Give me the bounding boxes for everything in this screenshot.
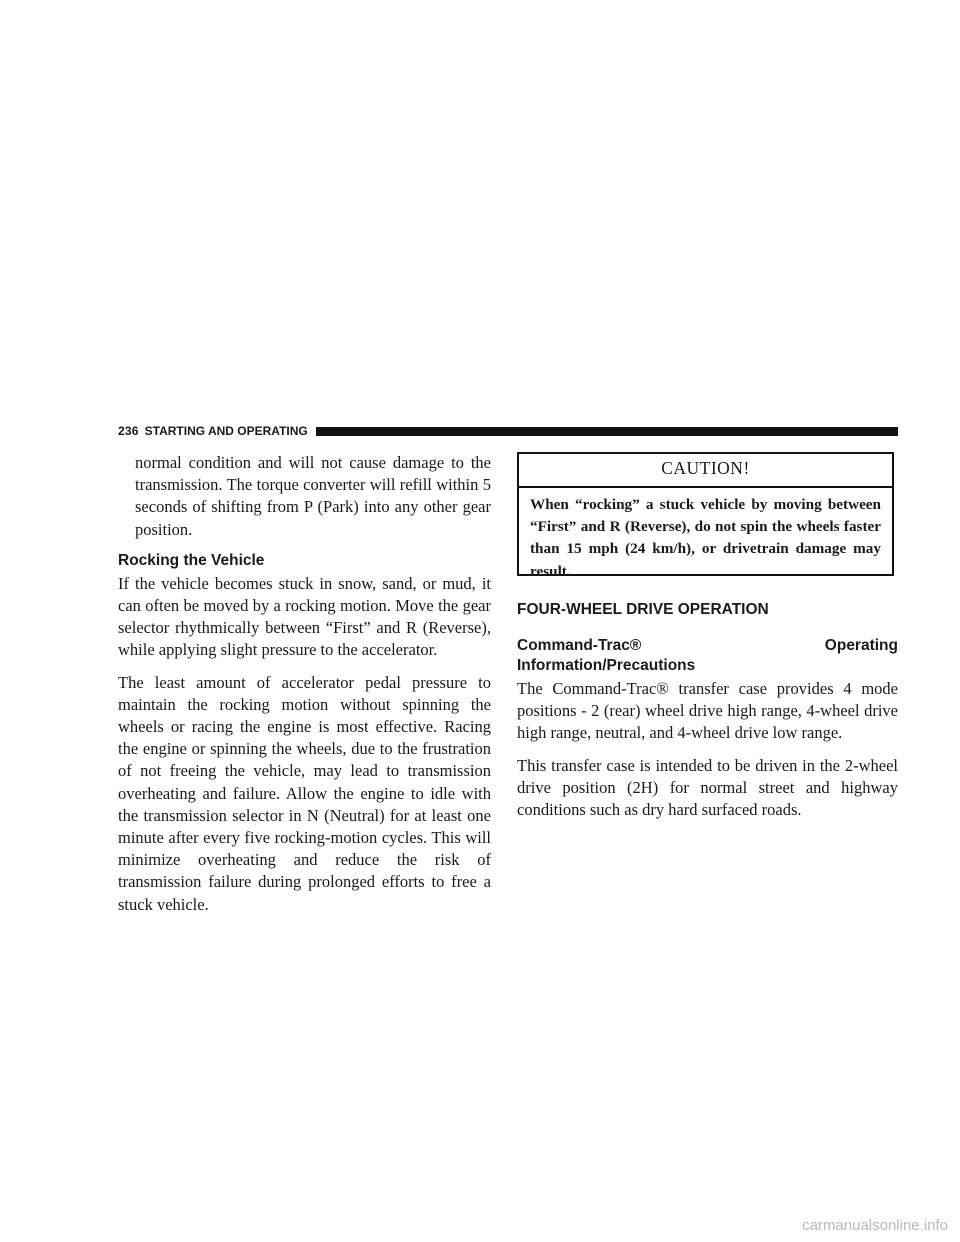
right-column (517, 452, 898, 821)
page-header (118, 423, 898, 439)
continuation-paragraph: normal condition and will not cause damage to the transmission. The torque converter will refill within 5 seconds of shifting from P (Park) into any other gear position. (135, 453, 491, 539)
transfer-case-paragraph-1: The Command-Trac® transfer case provides 4 mode positions - 2 (rear) wheel drive high range, 4-wheel drive high range, neutral, and 4-wheel drive low range. (517, 679, 898, 743)
caution-text: When “rocking” a stuck vehicle by moving between “First” and R (Reverse), do not spin the wheels faster than 15 mph (24 km/h), or drivetrain damage may result. (530, 496, 881, 580)
command-trac-subheading: Command-Trac® Operating Information/Precautions (517, 637, 898, 674)
transfer-case-paragraph-2: This transfer case is intended to be driven in the 2-wheel drive position (2H) for normal street and highway conditions such as dry hard surfaced roads. (517, 755, 898, 820)
left-column (118, 452, 491, 916)
header-rule (316, 427, 898, 436)
section-title: STARTING AND OPERATING (144, 424, 308, 438)
rocking-heading: Rocking the Vehicle (118, 551, 265, 569)
caution-box (517, 452, 894, 580)
page-number: 236 (118, 424, 139, 438)
rocking-paragraph-1: If the vehicle becomes stuck in snow, sand, or mud, it can often be moved by a rocking motion. Move the gear selector rhythmically between “First” and R (Reverse), while applying slight pressure to the accelerator. (118, 573, 491, 660)
watermark: carmanualsonline.info (802, 1217, 948, 1234)
caution-title: CAUTION! (519, 454, 892, 488)
rocking-paragraph-2: The least amount of accelerator pedal pressure to maintain the rocking motion without spinning the wheels or racing the engine is most effective. Racing the engine or spinning the wheels, due to the frustration of not freeing the vehicle, may lead to transmission overheating and failure. Allow the engine to idle with the transmission selector in N (Neutral) for at least one minute after every five rocking-motion cycles. This will minimize overheating and reduce the risk of transmission failure during prolonged efforts to free a stuck vehicle. (118, 672, 491, 914)
section-heading: FOUR-WHEEL DRIVE OPERATION (517, 601, 769, 618)
